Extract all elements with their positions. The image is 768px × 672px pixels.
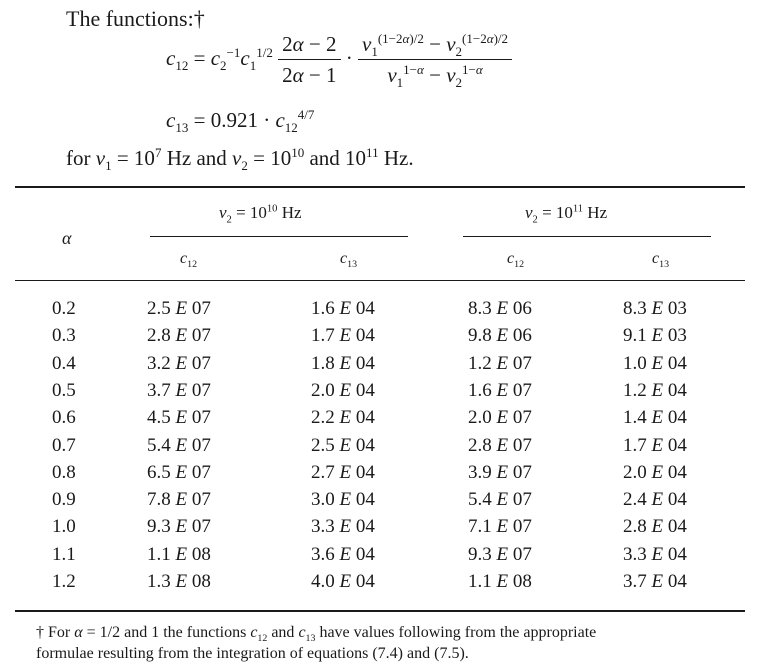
exponent-marker: E bbox=[496, 571, 509, 592]
exponent-marker: E bbox=[339, 434, 352, 456]
exponent-marker: E bbox=[651, 407, 664, 429]
c12-1e10-cell: 9.3 E 07 bbox=[147, 516, 211, 538]
exponent-marker: E bbox=[339, 571, 352, 592]
c13-1e10-cell: 1.6 E 04 bbox=[311, 298, 375, 319]
exponent-marker: E bbox=[339, 298, 352, 319]
c12-1e10-cell: 3.2 E 07 bbox=[147, 352, 211, 374]
exponent-marker: E bbox=[496, 516, 509, 538]
c13-1e11-cell: 1.2 E 04 bbox=[623, 379, 687, 401]
group-header-1e10: $\nu_2 = 10^{10}$ Hz bbox=[219, 203, 302, 226]
c13-1e10-cell: 2.0 E 04 bbox=[311, 379, 375, 401]
c12-1e10-cell: 7.8 E 07 bbox=[147, 489, 211, 511]
alpha-column-header: α bbox=[62, 228, 72, 248]
c12-1e10-cell: 5.4 E 07 bbox=[147, 434, 211, 456]
exponent-marker: E bbox=[496, 461, 509, 483]
exponent-marker: E bbox=[339, 543, 352, 565]
c12-1e10-cell: 6.5 E 07 bbox=[147, 461, 211, 483]
exponent-marker: E bbox=[175, 352, 188, 374]
c13-1e11-cell: 1.4 E 04 bbox=[623, 407, 687, 429]
exponent-marker: E bbox=[339, 407, 352, 429]
c13-1e10-cell: 3.3 E 04 bbox=[311, 516, 375, 538]
exponent-marker: E bbox=[175, 434, 188, 456]
alpha-cell: 0.3 bbox=[52, 325, 76, 347]
exponent-marker: E bbox=[175, 325, 188, 347]
c13-1e10-cell: 3.6 E 04 bbox=[311, 543, 375, 565]
c12-1e11-cell: 7.1 E 07 bbox=[468, 516, 532, 538]
exponent-marker: E bbox=[496, 543, 509, 565]
c12-1e10-cell: 4.5 E 07 bbox=[147, 407, 211, 429]
nu-fraction: $\frac{\nu_1^{(1-2\alpha)/2} - \nu_2^{(1-2\alpha)/2}}{\nu_1^{1-\alpha} - \nu_2^{1-\alpha}}$ bbox=[358, 32, 512, 88]
c12-1e10-cell: 2.5 E 07 bbox=[147, 298, 211, 319]
footnote-line-2: formulae resulting from the integration of equations (7.4) and (7.5). bbox=[36, 645, 469, 662]
exponent-marker: E bbox=[651, 489, 664, 511]
alpha-cell: 0.6 bbox=[52, 407, 76, 429]
exponent-marker: E bbox=[175, 543, 188, 565]
footnote-line-1: † For α = 1/2 and 1 the functions $c_{12}$ and $c_{13}$ have values following from the appropriate bbox=[36, 624, 597, 645]
exponent-marker: E bbox=[496, 407, 509, 429]
exponent-marker: E bbox=[175, 407, 188, 429]
col-header-c12-g1: $c_{12}$ bbox=[180, 250, 198, 271]
c13-1e11-cell: 2.8 E 04 bbox=[623, 516, 687, 538]
c13-1e11-cell: 9.1 E 03 bbox=[623, 325, 687, 347]
alpha-fraction: $\frac{2\alpha - 2}{2\alpha - 1}$ bbox=[278, 32, 340, 88]
col-header-c13-g2: $c_{13}$ bbox=[652, 250, 670, 271]
section-heading: The functions:† bbox=[66, 6, 205, 31]
exponent-marker: E bbox=[496, 325, 509, 347]
c13-1e11-cell: 2.4 E 04 bbox=[623, 489, 687, 511]
c13-1e11-cell: 3.3 E 04 bbox=[623, 543, 687, 565]
exponent-marker: E bbox=[175, 379, 188, 401]
c13-1e11-cell: 2.0 E 04 bbox=[623, 461, 687, 483]
exponent-marker: E bbox=[651, 434, 664, 456]
alpha-cell: 0.8 bbox=[52, 461, 76, 483]
c13-1e11-cell: 1.7 E 04 bbox=[623, 434, 687, 456]
alpha-cell: 0.4 bbox=[52, 352, 76, 374]
exponent-marker: E bbox=[496, 489, 509, 511]
alpha-cell: 0.5 bbox=[52, 379, 76, 401]
table-top-rule bbox=[15, 186, 745, 188]
alpha-cell: 1.0 bbox=[52, 516, 76, 538]
c13-1e10-cell: 1.7 E 04 bbox=[311, 325, 375, 347]
exponent-marker: E bbox=[175, 516, 188, 538]
c12-1e10-cell: 1.1 E 08 bbox=[147, 543, 211, 565]
c12-1e11-cell: 1.1 E 08 bbox=[468, 571, 532, 592]
c12-1e11-cell: 9.8 E 06 bbox=[468, 325, 532, 347]
c13-1e10-cell: 3.0 E 04 bbox=[311, 489, 375, 511]
c12-1e10-cell: 2.8 E 07 bbox=[147, 325, 211, 347]
footnote bbox=[36, 622, 596, 664]
frequency-line: for $\nu_1 = 10^7$ Hz and $\nu_2 = 10^{10}$ and $10^{11}$ Hz. bbox=[66, 145, 414, 174]
c12-1e11-cell: 9.3 E 07 bbox=[468, 543, 532, 565]
exponent-marker: E bbox=[339, 379, 352, 401]
alpha-cell: 1.1 bbox=[52, 543, 76, 565]
col-header-c12-g2: $c_{12}$ bbox=[507, 250, 525, 271]
exponent-marker: E bbox=[339, 325, 352, 347]
exponent-marker: E bbox=[651, 298, 664, 319]
exponent-marker: E bbox=[339, 516, 352, 538]
c12-1e11-cell: 8.3 E 06 bbox=[468, 298, 532, 319]
group-header-1e11: $\nu_2 = 10^{11}$ Hz bbox=[525, 203, 608, 226]
c12-1e10-cell: 1.3 E 08 bbox=[147, 571, 211, 592]
table-bottom-rule bbox=[15, 610, 745, 612]
c13-1e10-cell: 2.2 E 04 bbox=[311, 407, 375, 429]
exponent-marker: E bbox=[175, 571, 188, 592]
alpha-cell: 0.2 bbox=[52, 298, 76, 319]
c12-1e11-cell: 3.9 E 07 bbox=[468, 461, 532, 483]
c13-1e11-cell: 8.3 E 03 bbox=[623, 298, 687, 319]
exponent-marker: E bbox=[175, 489, 188, 511]
exponent-marker: E bbox=[339, 489, 352, 511]
c13-1e11-cell: 1.0 E 04 bbox=[623, 352, 687, 374]
c13-1e11-cell: 3.7 E 04 bbox=[623, 571, 687, 592]
c12-1e11-cell: 1.2 E 07 bbox=[468, 352, 532, 374]
group-rule-2 bbox=[463, 236, 711, 237]
exponent-marker: E bbox=[496, 298, 509, 319]
c12-1e11-cell: 2.8 E 07 bbox=[468, 434, 532, 456]
c13-1e10-cell: 2.7 E 04 bbox=[311, 461, 375, 483]
exponent-marker: E bbox=[496, 434, 509, 456]
equation-c12: $c_{12} = c_2^{-1}c_1^{1/2}$ $\frac{2\alpha - 2}{2\alpha - 1}$ · $\frac{\nu_1^{(1-2\alpha)/2} - \nu_2^{(1-2\alpha)/2}}{\nu_1^{1-\alpha} - \nu_2^{1-\alpha}}$ bbox=[166, 32, 512, 88]
table-header-rule bbox=[15, 280, 745, 281]
exponent-marker: E bbox=[651, 379, 664, 401]
exponent-marker: E bbox=[651, 461, 664, 483]
exponent-marker: E bbox=[651, 516, 664, 538]
c13-1e10-cell: 4.0 E 04 bbox=[311, 571, 375, 592]
col-header-c13-g1: $c_{13}$ bbox=[340, 250, 358, 271]
exponent-marker: E bbox=[496, 379, 509, 401]
c12-1e10-cell: 3.7 E 07 bbox=[147, 379, 211, 401]
c13-1e10-cell: 2.5 E 04 bbox=[311, 434, 375, 456]
c12-1e11-cell: 5.4 E 07 bbox=[468, 489, 532, 511]
exponent-marker: E bbox=[651, 325, 664, 347]
exponent-marker: E bbox=[651, 352, 664, 374]
c12-1e11-cell: 1.6 E 07 bbox=[468, 379, 532, 401]
exponent-marker: E bbox=[175, 461, 188, 483]
exponent-marker: E bbox=[339, 461, 352, 483]
exponent-marker: E bbox=[651, 543, 664, 565]
exponent-marker: E bbox=[651, 571, 664, 592]
exponent-marker: E bbox=[339, 352, 352, 374]
group-rule-1 bbox=[150, 236, 408, 237]
c12-1e11-cell: 2.0 E 07 bbox=[468, 407, 532, 429]
exponent-marker: E bbox=[175, 298, 188, 319]
equation-c13: $c_{13} = 0.921 \cdot c_{12}^{4/7}$ bbox=[166, 107, 315, 136]
alpha-cell: 0.9 bbox=[52, 489, 76, 511]
c13-1e10-cell: 1.8 E 04 bbox=[311, 352, 375, 374]
alpha-cell: 1.2 bbox=[52, 571, 76, 592]
alpha-cell: 0.7 bbox=[52, 434, 76, 456]
exponent-marker: E bbox=[496, 352, 509, 374]
